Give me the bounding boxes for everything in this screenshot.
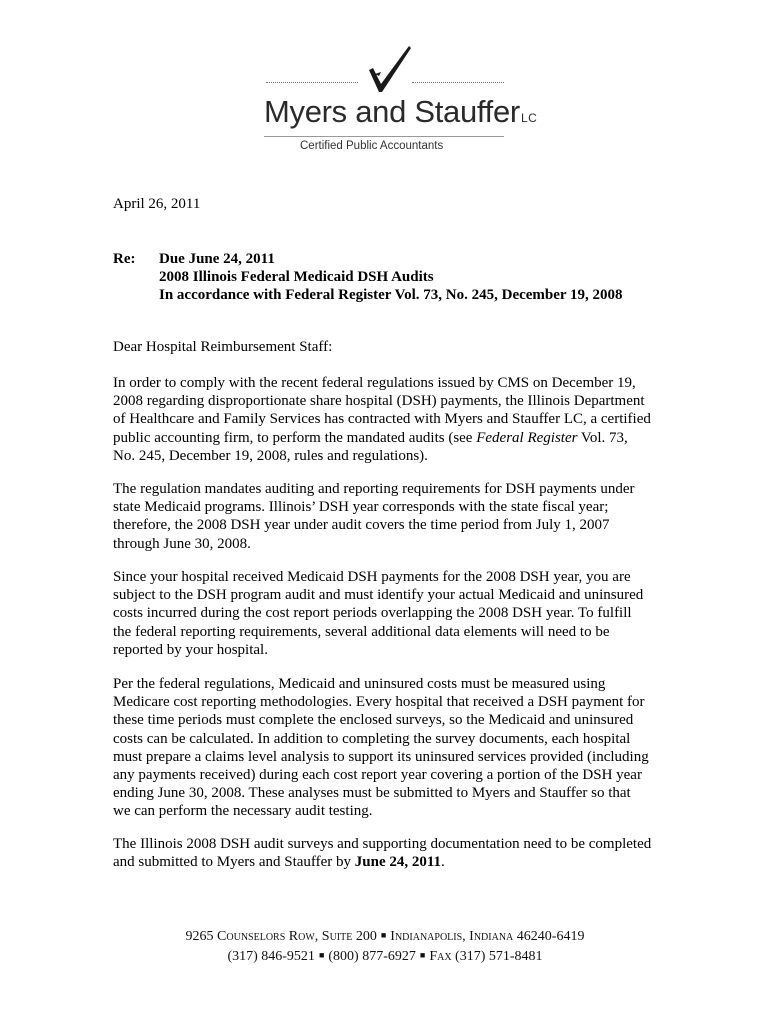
federal-register-citation: Federal Register	[476, 429, 578, 446]
logo-rule-left	[266, 82, 358, 83]
text-line: therefore, the 2008 DSH year under audit covers the time period from July 1, 2007	[113, 517, 610, 534]
text-line: 2008 regarding disproportionate share hospital (DSH) payments, the Illinois Department	[113, 393, 645, 410]
letter-date: April 26, 2011	[113, 196, 201, 212]
text-line: state Medicaid programs. Illinois’ DSH year corresponds with the state fiscal year;	[113, 499, 609, 516]
firm-tagline: Certified Public Accountants	[300, 140, 444, 152]
subject-line: 2008 Illinois Federal Medicaid DSH Audits	[159, 269, 434, 286]
text-line: subject to the DSH program audit and must identify your actual Medicaid and uninsured	[113, 587, 644, 604]
text-line: The regulation mandates auditing and reporting requirements for DSH payments under	[113, 481, 635, 497]
text-line: The Illinois 2008 DSH audit surveys and supporting documentation need to be completed	[113, 836, 652, 852]
firm-name: Myers and StaufferLC	[264, 94, 538, 129]
text-line: any payments received) during each cost report year covering a portion of the DSH year	[113, 766, 642, 783]
text-line: No. 245, December 19, 2008, rules and regulations).	[113, 447, 428, 464]
text-line: through June 30, 2008.	[113, 535, 251, 552]
letterhead-footer	[0, 926, 770, 966]
letterhead-logo	[262, 44, 538, 164]
text-line: public accounting firm, to perform the mandated audits (see Federal Register Vol. 73,	[113, 429, 628, 446]
checkmark-logo-icon	[357, 44, 413, 96]
footer-phones: (317) 846-9521 ■ (800) 877-6927 ■ Fax (317) 571-8481	[227, 949, 543, 964]
paragraph-3	[113, 568, 673, 659]
text-line: the federal reporting requirements, several additional data elements will need to be	[113, 623, 610, 640]
salutation: Dear Hospital Reimbursement Staff:	[113, 339, 333, 355]
text-line: and submitted to Myers and Stauffer by June 24, 2011.	[113, 854, 445, 871]
text-line: reported by your hospital.	[113, 641, 268, 658]
paragraph-2	[113, 480, 673, 553]
logo-divider	[264, 136, 504, 137]
text-line: must prepare a claims level analysis to support its uninsured services provided (including	[113, 748, 649, 765]
separator-icon: ■	[419, 950, 426, 960]
text-line: costs incurred during the cost report periods overlapping the 2008 DSH year. To fulfill	[113, 605, 632, 622]
separator-icon: ■	[318, 950, 325, 960]
subject-lines	[159, 250, 623, 305]
text-line: Medicare cost reporting methodologies. Every hospital that received a DSH payment for	[113, 694, 645, 711]
text-line: these time periods must complete the enclosed surveys, so the Medicaid and uninsured	[113, 712, 634, 729]
paragraph-1	[113, 374, 673, 465]
firm-suffix: LC	[520, 111, 538, 125]
subject-label: Re:	[113, 251, 136, 267]
due-date-emphasis: June 24, 2011	[354, 854, 442, 871]
text-line: of Healthcare and Family Services has contracted with Myers and Stauffer LC, a certified	[113, 411, 651, 428]
paragraph-4	[113, 675, 673, 821]
text-line: Since your hospital received Medicaid DSH payments for the 2008 DSH year, you are	[113, 569, 631, 585]
text-line: we can perform the necessary audit testing.	[113, 803, 373, 820]
text-line: ending June 30, 2008. These analyses must be submitted to Myers and Stauffer so that	[113, 785, 631, 802]
subject-line: Due June 24, 2011	[159, 251, 275, 267]
text-line: costs can be calculated. In addition to completing the survey documents, each hospital	[113, 730, 631, 747]
footer-address: 9265 Counselors Row, Suite 200 ■ Indianapolis, Indiana 46240-6419	[185, 929, 585, 944]
subject-line: In accordance with Federal Register Vol. 73, No. 245, December 19, 2008	[159, 287, 623, 304]
logo-rule-right	[412, 82, 504, 83]
text-line: In order to comply with the recent federal regulations issued by CMS on December 19,	[113, 375, 636, 391]
paragraph-5	[113, 835, 673, 871]
separator-icon: ■	[380, 930, 387, 940]
text-line: Per the federal regulations, Medicaid and uninsured costs must be measured using	[113, 676, 606, 692]
